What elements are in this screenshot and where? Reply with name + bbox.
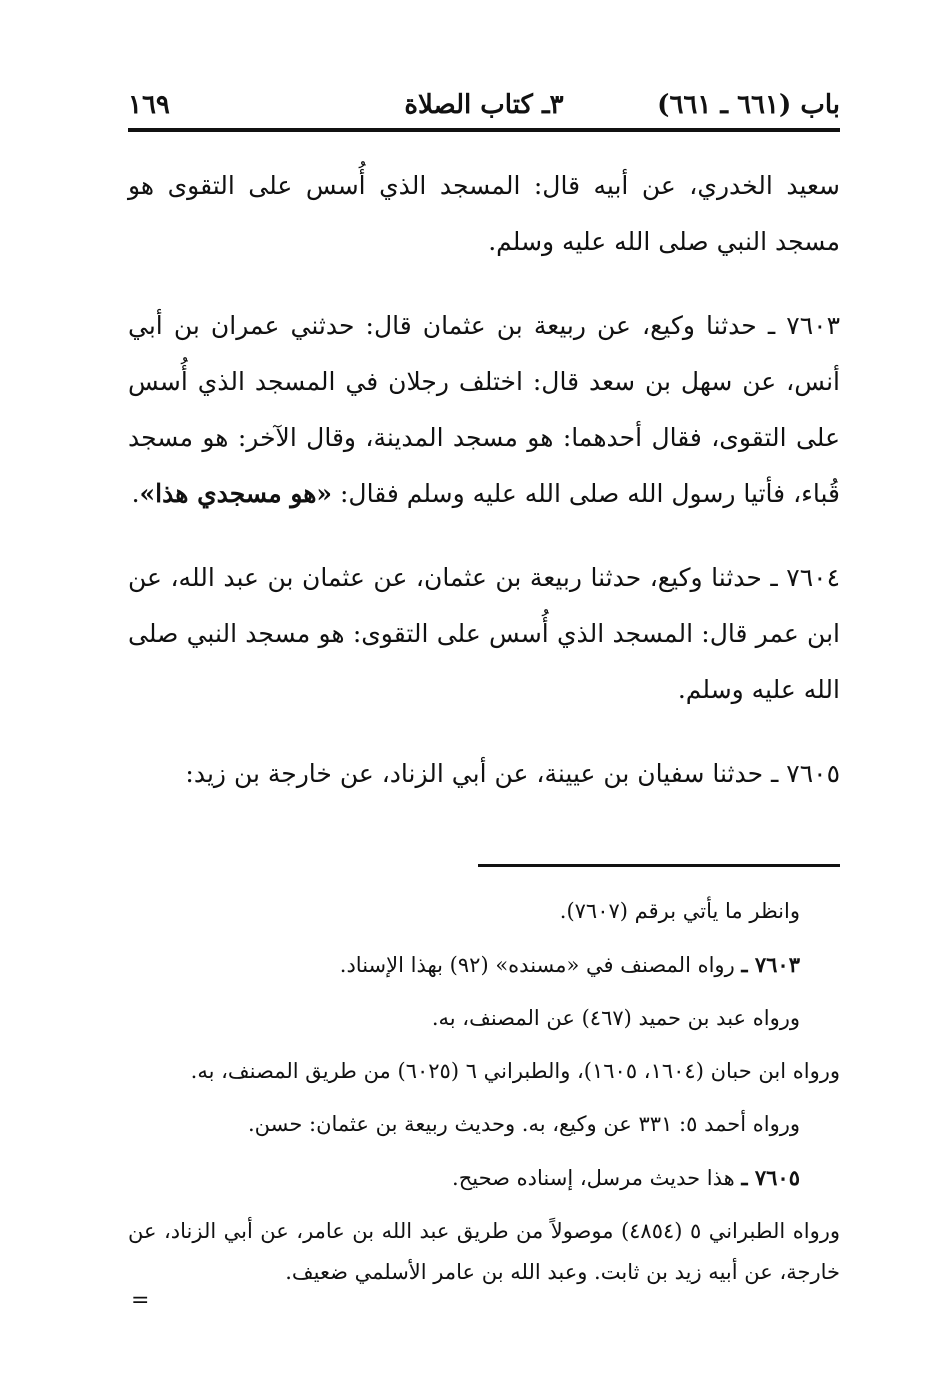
footnote: ورواه ابن حبان (١٦٠٤، ١٦٠٥)، والطبراني ٦ (٦٠٢٥) من طريق المصنف، به.	[190, 1059, 840, 1083]
main-text	[128, 158, 840, 802]
page-number: ١٦٩	[128, 90, 170, 120]
footnote	[128, 1157, 840, 1199]
hadith-number: ٧٦٠٣ ـ	[767, 311, 840, 340]
hadith-quote: «هو مسجدي هذا»	[139, 479, 333, 508]
hadith-7604	[128, 550, 840, 718]
footnote-number: ٧٦٠٥ ـ	[741, 1165, 800, 1190]
paragraph-text: سعيد الخدري، عن أبيه قال: المسجد الذي أُسس على التقوى هو مسجد النبي صلى الله عليه وسلم.	[128, 171, 840, 256]
book-page	[128, 84, 840, 1305]
footnote: ورواه أحمد ٥: ٣٣١ عن وكيع، به. وحديث ربيعة بن عثمان: حسن.	[247, 1112, 800, 1136]
paragraph-continuation	[128, 158, 840, 270]
footnote-text: هذا حديث مرسل، إسناده صحيح.	[452, 1166, 735, 1190]
continuation-mark: =	[131, 1288, 150, 1313]
footnote-separator	[478, 864, 840, 867]
hadith-end: .	[131, 479, 140, 508]
footnotes	[128, 891, 840, 1293]
hadith-number: ٧٦٠٥ ـ	[771, 759, 840, 788]
section-range: باب (٦٦١ ـ ٦٦١)	[657, 90, 840, 120]
footnote	[128, 944, 840, 986]
hadith-text: حدثنا سفيان بن عيينة، عن أبي الزناد، عن خارجة بن زيد:	[185, 759, 764, 788]
hadith-number: ٧٦٠٤ ـ	[770, 563, 841, 592]
hadith-text: حدثنا وكيع، عن ربيعة بن عثمان قال: حدثني عمران بن أبي أنس، عن سهل بن سعد قال: اختلف رجلان في المسجد الذي أُسس على التقوى، فقال أحدهما: هو مسجد المدينة، وقال الآخر: هو مسجد قُباء، فأتيا رسول الله صلى الله عليه وسلم فقال:	[128, 311, 840, 508]
footnote: ورواه عبد بن حميد (٤٦٧) عن المصنف، به.	[431, 1006, 800, 1030]
footnote: ورواه الطبراني ٥ (٤٨٥٤) موصولاً من طريق عبد الله بن عامر، عن أبي الزناد، عن خارجة، عن أبيه زيد بن ثابت. وعبد الله بن عامر الأسلمي ضعيف.	[128, 1219, 840, 1284]
hadith-7603	[128, 298, 840, 522]
chapter-title: ٣ـ كتاب الصلاة	[404, 90, 564, 120]
footnote-number: ٧٦٠٣ ـ	[741, 952, 800, 977]
hadith-7605	[128, 746, 840, 802]
footnote: وانظر ما يأتي برقم (٧٦٠٧).	[559, 899, 800, 923]
page-header	[128, 84, 840, 132]
footnote-text: رواه المصنف في «مسنده» (٩٢) بهذا الإسناد.	[339, 953, 735, 977]
hadith-text: حدثنا وكيع، حدثنا ربيعة بن عثمان، عن عثمان بن عبد الله، عن ابن عمر قال: المسجد الذي أُسس على التقوى: هو مسجد النبي صلى الله عليه وسلم.	[128, 563, 840, 704]
